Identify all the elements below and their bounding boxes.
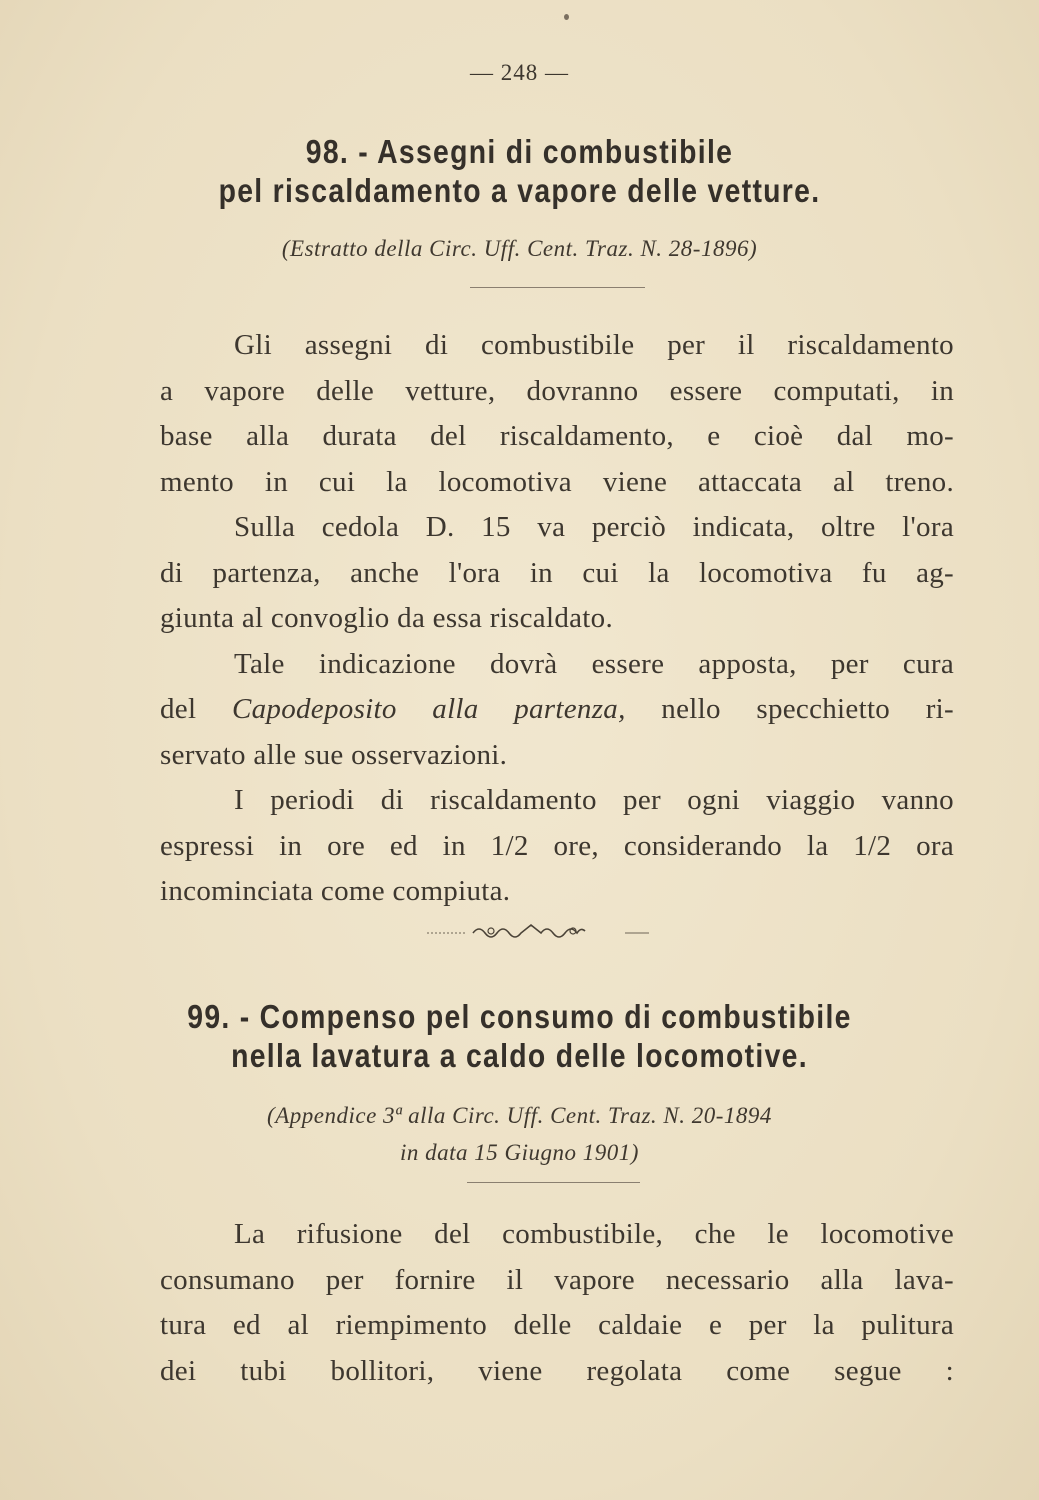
section-99-source-line1: (Appendice 3ª alla Circ. Uff. Cent. Traz. N. 20-1894 [267,1103,772,1128]
text-line: consumano per fornire il vapore necessario alla lava- [160,1263,954,1296]
text-fragment: del [160,693,232,725]
section-99-title-line2: nella lavatura a caldo delle locomotive. [231,1037,808,1074]
section-99-rule [467,1182,640,1183]
section-98-title-line1: 98. - Assegni di combustibile [305,133,734,170]
section-98-source: (Estratto della Circ. Uff. Cent. Traz. N. 28-1896) [281,236,758,261]
text-line: a vapore delle vetture, dovranno essere computati, in [160,374,954,407]
text-line: I periodi di riscaldamento per ogni viaggio vanno [234,784,954,816]
text-line: dei tubi bollitori, viene regolata come segue : [160,1354,954,1387]
text-line: base alla durata del riscaldamento, e cioè dal mo- [160,420,954,452]
ink-dot [564,14,569,20]
text-line: giunta al convoglio da essa riscaldato. [160,602,614,634]
text-line: Sulla cedola D. 15 va perciò indicata, oltre l'ora [234,511,954,543]
text-line: incominciata come compiuta. [160,875,511,907]
page-number: — 248 — [470,60,569,85]
text-fragment: nello specchietto ri- [625,693,954,725]
text-line: Gli assegni di combustibile per il riscaldamento [234,329,954,361]
text-line: espressi in ore ed in 1/2 ore, considerando la 1/2 ora [160,829,954,862]
text-line: di partenza, anche l'ora in cui la locomotiva fu ag- [160,556,954,589]
section-99-paragraph-1 [160,1212,954,1394]
text-line: La rifusione del combustibile, che le locomotive [234,1218,954,1250]
text-line: servato alle sue osservazioni. [160,738,508,771]
ornament-divider [427,918,652,948]
text-line: mento in cui la locomotiva viene attaccata al treno. [160,465,954,498]
section-99-title-line1: 99. - Compenso pel consumo di combustibile [187,998,852,1035]
section-98-rule [470,287,645,288]
text-line: Tale indicazione dovrà essere apposta, per cura [234,647,954,680]
section-98-paragraph-1 [160,323,954,915]
text-line [160,687,954,733]
italic-phrase: Capodeposito alla partenza, [231,693,626,725]
section-98-title-line2: pel riscaldamento a vapore delle vetture. [218,172,821,209]
section-99-source-line2: in data 15 Giugno 1901) [400,1140,639,1165]
text-line: tura ed al riempimento delle caldaie e per la pulitura [160,1309,954,1341]
